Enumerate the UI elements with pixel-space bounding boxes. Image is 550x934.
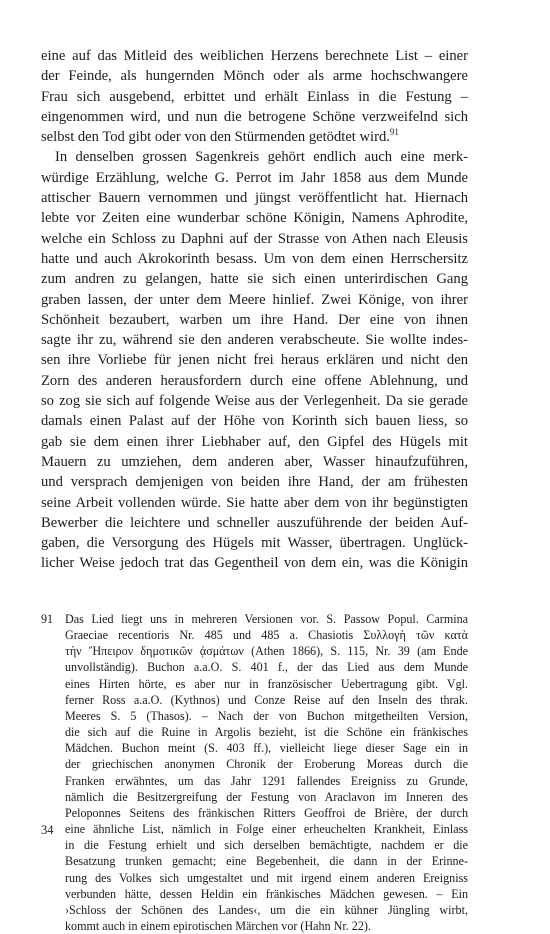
- text-line: Frau sich ausgebend, erbittet und erhält Einlass in die Festung –: [41, 88, 468, 105]
- text-line: gab sie dem einen ihrer Liebhaber auf, den Gipfel des Hügels mit: [41, 433, 468, 450]
- text-line: lebte vor Zeiten eine wunderbar schöne Königin, Namens Aphrodite,: [41, 210, 468, 227]
- text-line: Zorn des anderen herausfordern durch eine offene Ablehnung, und: [41, 372, 468, 389]
- text-line: der Feinde, als hungernden Mönch oder als arme hochschwangere: [41, 68, 468, 85]
- footnote-line: Graeciae recentioris Nr. 485 und 485 a. Chasiotis Συλλογὴ τῶν κατὰ: [65, 628, 468, 643]
- text-line: würdige Erzählung, welche G. Perrot im Jahr 1858 aus dem Munde: [41, 169, 468, 186]
- text-line: graben lassen, der unter dem Meere hinlief. Zwei Könige, von ihrer: [41, 291, 468, 308]
- text-line: und versprach demjenigen von beiden ihre Hand, der am frühesten: [41, 474, 468, 491]
- footnote-line: in die Festung erhielt und sich derselben bemächtigte, nachdem er die: [65, 838, 468, 853]
- text-line: eine auf das Mitleid des weiblichen Herzens berechnete List – einer: [41, 48, 468, 64]
- text-line: Schönheit bezaubert, warben um ihre Hand. Der eine von ihnen: [41, 311, 468, 328]
- footnote-number: 91: [41, 612, 54, 626]
- text-line: sagte ihr zu, während sie den anderen verabscheute. Sie wollte indes-: [41, 332, 468, 349]
- footnote-text: [65, 611, 468, 934]
- footnote-line: Das Lied liegt uns in mehreren Versionen vor. S. Passow Popul. Carmina: [65, 612, 468, 626]
- footnote-line: die sich auf die Ruine in Argolis bezieht, ist die Schöne ein fränkisches: [65, 725, 468, 740]
- footnote-line: kommt auch in einem epirotischen Märchen vor (Hahn Nr. 22).: [65, 918, 371, 933]
- text-line: licher Weise jedoch trat das Gegentheil von dem ein, was die Königin: [41, 555, 468, 572]
- footnote-reference: 91: [389, 127, 399, 138]
- text-line: Bewerber die leichtere und schneller auszuführende der beiden Auf-: [41, 514, 468, 531]
- text-line: seine Arbeit vollenden würde. Sie hatte aber dem von ihr begünstigten: [41, 494, 468, 511]
- footnote-line: verbunden hätte, dessen Heldin ein fränkisches Mädchen gewesen. – Ein: [65, 886, 468, 901]
- footnote-line: nämlich die Besitzergreifung der Festung von Araclavon im Inneren des: [65, 789, 468, 804]
- footnote-line: τὴν Ἤπειρον δημοτικῶν ᾀσμάτων (Athen 1866), S. 115, Nr. 39 (am Ende: [65, 644, 468, 659]
- footnote-line: rung des Volkes sich umgestaltet und mit irgend einem anderen Ereigniss: [65, 870, 468, 885]
- page-number: 34: [41, 823, 54, 837]
- text-line: In denselben grossen Sagenkreis gehört endlich auch eine merk-: [55, 149, 468, 166]
- paragraph: [41, 147, 468, 573]
- text-line: [41, 127, 468, 147]
- footnote-line: Peloponnes Seitens des fränkischen Ritters Geoffroi de Brière, der durch: [65, 805, 468, 820]
- footnote-line: Besatzung trunken gemacht; eine Begebenheit, die dann in der Erinne-: [65, 854, 468, 869]
- footnote-line: der griechischen anonymen Chronik der Eroberung Moreas durch die: [65, 757, 468, 772]
- text-line: eingenommen wird, und nun die betrogene Schöne verzweifelnd sich: [41, 108, 468, 125]
- footnote-line: Franken erwähntes, um das Jahr 1291 fallendes Ereigniss zu Grunde,: [65, 773, 468, 788]
- text-line: damals einen Palast auf der Höhe von Korinth sich bauen liess, so: [41, 413, 468, 430]
- footnote-line: ferner Ross a.a.O. (Kythnos) und Conze Reise auf den Inseln des thrak.: [65, 692, 468, 707]
- text-line: welche ein Schloss zu Daphni auf der Strasse von Athen nach Eleusis: [41, 230, 468, 247]
- text-line-content: selbst den Tod gibt oder von den Stürmenden getödtet wird.: [41, 129, 390, 146]
- footnote-line: unvollständig). Buchon a.a.O. S. 401 f., der das Lied aus dem Munde: [65, 660, 468, 675]
- text-line: so zog sie sich auf folgende Weise aus der Verlegenheit. Da sie gerade: [41, 393, 468, 410]
- text-line: hatte und auch Akrokorinth besass. Um von dem einen Herrschersitz: [41, 250, 468, 267]
- text-line: Mauern zu umziehen, dem anderen aber, Wasser hinaufzuführen,: [41, 453, 468, 470]
- footnote-line: eine ähnliche List, nämlich in Folge einer erheuchelten Krankheit, Einlass: [65, 822, 468, 837]
- footnote-line: eines Hirten hörte, es aber nur in französischer Uebertragung gibt. Vgl.: [65, 676, 468, 691]
- footnote-line: ›Schloss der Schönen des Landes‹, um die ein kühner Jüngling wirbt,: [65, 902, 468, 917]
- text-line: sen ihre Vorliebe für jenen nicht frei heraus erklären und nicht den: [41, 352, 468, 369]
- footnote-line: Meeres S. 5 (Thasos). – Nach der von Buchon mitgetheilten Version,: [65, 708, 468, 723]
- footnote-line: Mädchen. Buchon meint (S. 403 ff.), vielleicht liege dieser Sage ein in: [65, 741, 468, 756]
- text-line: attischer Bauern vernommen und jüngst veröffentlicht hat. Hiernach: [41, 190, 468, 207]
- main-text: [41, 46, 468, 574]
- text-line: zum andren zu gelangen, hatte sie sich einen unterirdischen Gang: [41, 271, 468, 288]
- footnote: [41, 611, 468, 934]
- text-line: gaben, die Versorgung des Hügels mit Wasser, übertragen. Unglück-: [41, 535, 468, 552]
